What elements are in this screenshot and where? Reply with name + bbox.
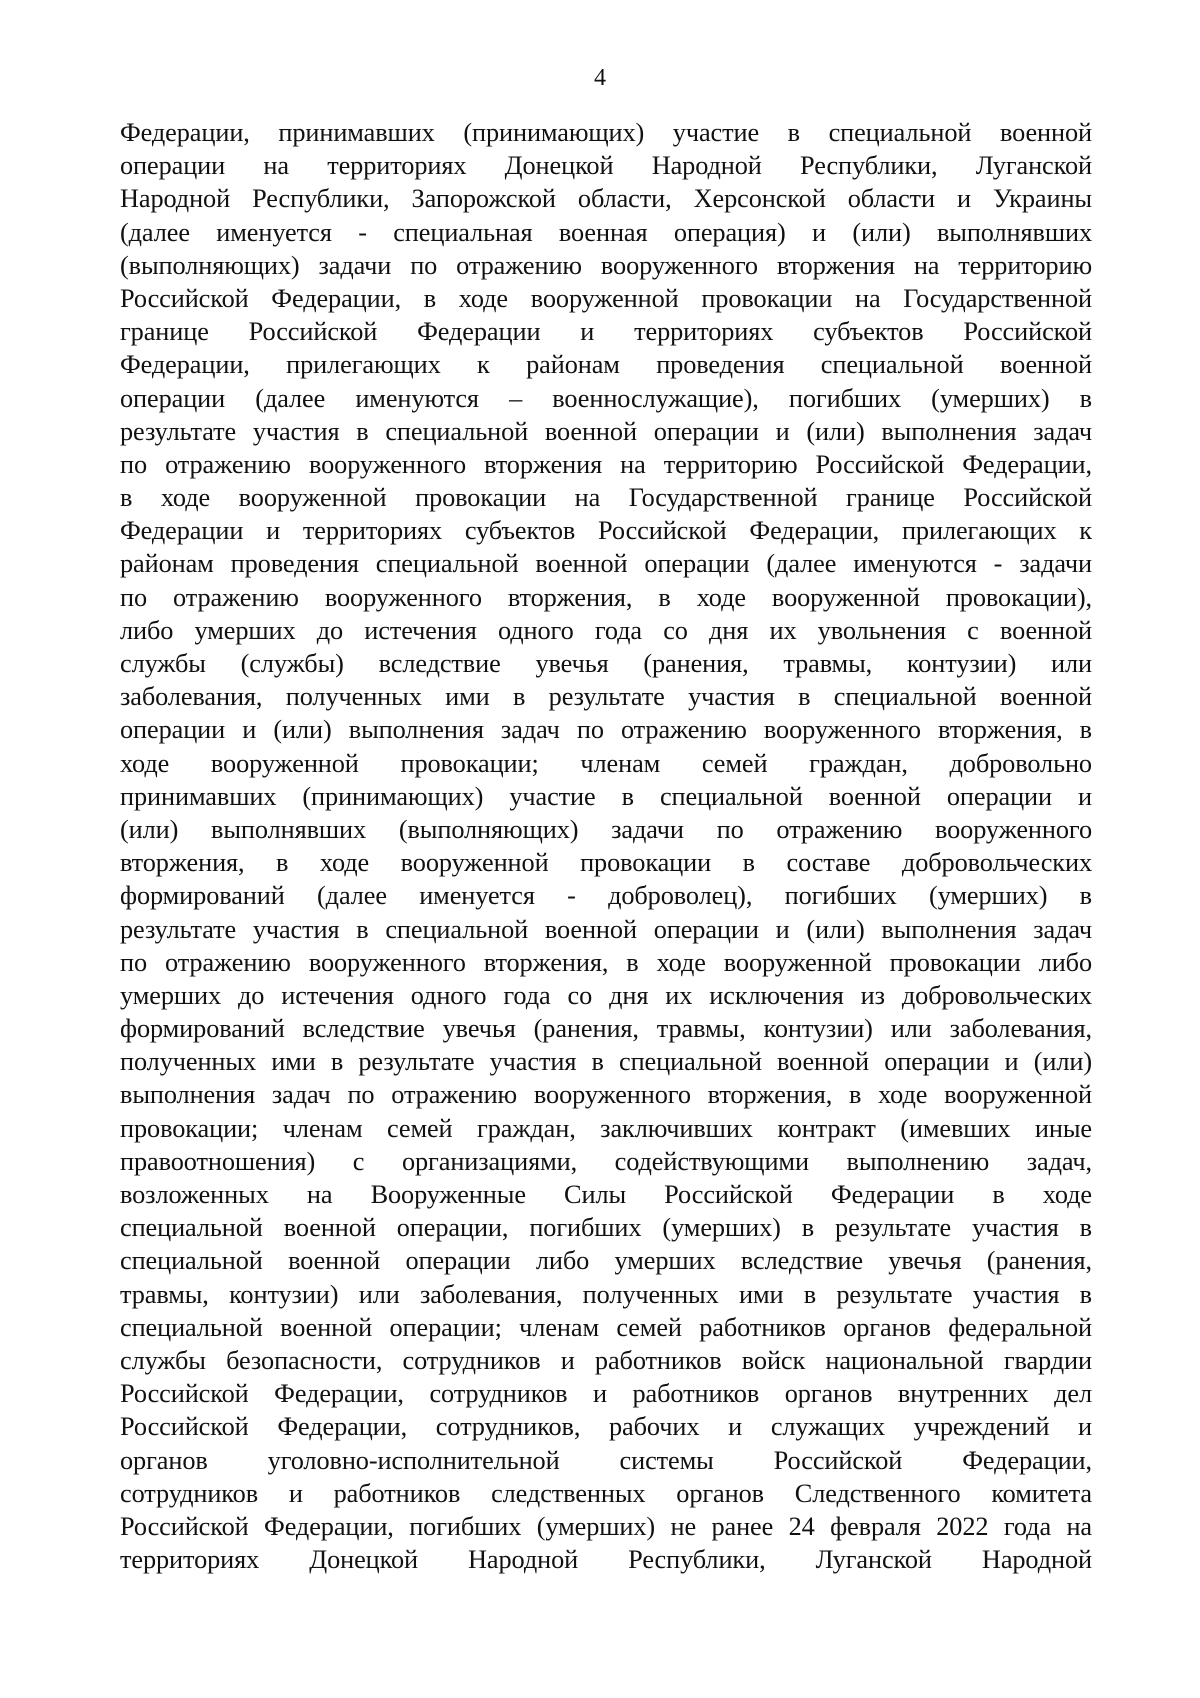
text-line: операции и (или) выполнения задач по отражению вооруженного вторжения, в (120, 715, 1092, 745)
text-line: Федерации, прилегающих к районам проведения специальной военной (120, 350, 1092, 380)
text-line: результате участия в специальной военной операции и (или) выполнения задач (120, 416, 1092, 446)
text-line: возложенных на Вооруженные Силы Российской Федерации в ходе (120, 1180, 1092, 1209)
text-line: формирований вследствие увечья (ранения, травмы, контузии) или заболевания, (120, 1014, 1092, 1044)
text-line: умерших до истечения одного года со дня их исключения из добровольческих (120, 980, 1092, 1010)
text-line: (или) выполнявших (выполняющих) задачи по отражению вооруженного (120, 814, 1092, 844)
text-line: границе Российской Федерации и территориях субъектов Российской (120, 317, 1092, 347)
text-line: по отражению вооруженного вторжения, в ходе вооруженной провокации либо (120, 947, 1092, 977)
text-line: провокации; членам семей граждан, заключивших контракт (имевших иные (120, 1113, 1092, 1143)
text-line: вторжения, в ходе вооруженной провокации в составе добровольческих (120, 848, 1092, 878)
text-line: Федерации и территориях субъектов Российской Федерации, прилегающих к (120, 516, 1092, 546)
text-line: принимавших (принимающих) участие в специальной военной операции и (120, 781, 1092, 811)
text-line: специальной военной операции, погибших (умерших) в результате участия в (120, 1213, 1092, 1243)
text-line: в ходе вооруженной провокации на Государственной границе Российской (120, 483, 1092, 513)
page-number: 4 (594, 65, 606, 91)
text-line: по отражению вооруженного вторжения, в ходе вооруженной провокации), (120, 582, 1092, 612)
text-line: территориях Донецкой Народной Республики, Луганской Народной (120, 1545, 1092, 1575)
text-line: службы (службы) вследствие увечья (ранения, травмы, контузии) или (120, 649, 1092, 678)
text-line: выполнения задач по отражению вооруженного вторжения, в ходе вооруженной (120, 1080, 1092, 1110)
text-line: травмы, контузии) или заболевания, полученных ими в результате участия в (120, 1279, 1092, 1309)
text-line: операции (далее именуются – военнослужащие), погибших (умерших) в (120, 383, 1092, 413)
text-line: Народной Республики, Запорожской области, Херсонской области и Украины (120, 184, 1092, 214)
text-line: полученных ими в результате участия в специальной военной операции и (или) (120, 1047, 1092, 1077)
text-line: формирований (далее именуется - доброволец), погибших (умерших) в (120, 881, 1092, 911)
body-text (120, 116, 1092, 1576)
text-line: по отражению вооруженного вторжения на территорию Российской Федерации, (120, 449, 1092, 479)
text-line: Российской Федерации, сотрудников и работников органов внутренних дел (120, 1379, 1092, 1409)
text-line: Федерации, принимавших (принимающих) участие в специальной военной (120, 118, 1092, 147)
text-line: специальной военной операции; членам семей работников органов федеральной (120, 1312, 1092, 1342)
text-line: сотрудников и работников следственных органов Следственного комитета (120, 1478, 1092, 1508)
text-line: (далее именуется - специальная военная операция) и (или) выполнявших (120, 217, 1092, 247)
text-line: операции на территориях Донецкой Народной Республики, Луганской (120, 151, 1092, 181)
text-line: Российской Федерации, в ходе вооруженной провокации на Государственной (120, 283, 1092, 313)
text-line: (выполняющих) задачи по отражению вооруженного вторжения на территорию (120, 250, 1092, 280)
text-line: результате участия в специальной военной операции и (или) выполнения задач (120, 914, 1092, 944)
text-line: правоотношения) с организациями, содействующими выполнению задач, (120, 1146, 1092, 1176)
text-line: либо умерших до истечения одного года со дня их увольнения с военной (120, 615, 1092, 645)
text-line: службы безопасности, сотрудников и работников войск национальной гвардии (120, 1345, 1092, 1375)
text-line: заболевания, полученных ими в результате участия в специальной военной (120, 682, 1092, 712)
text-line: Российской Федерации, сотрудников, рабочих и служащих учреждений и (120, 1412, 1092, 1442)
text-line: органов уголовно-исполнительной системы Российской Федерации, (120, 1445, 1092, 1475)
text-line: районам проведения специальной военной операции (далее именуются - задачи (120, 549, 1092, 579)
text-line: специальной военной операции либо умерших вследствие увечья (ранения, (120, 1246, 1092, 1276)
text-line: Российской Федерации, погибших (умерших) не ранее 24 февраля 2022 года на (120, 1511, 1092, 1541)
text-line: ходе вооруженной провокации; членам семей граждан, добровольно (120, 748, 1092, 778)
